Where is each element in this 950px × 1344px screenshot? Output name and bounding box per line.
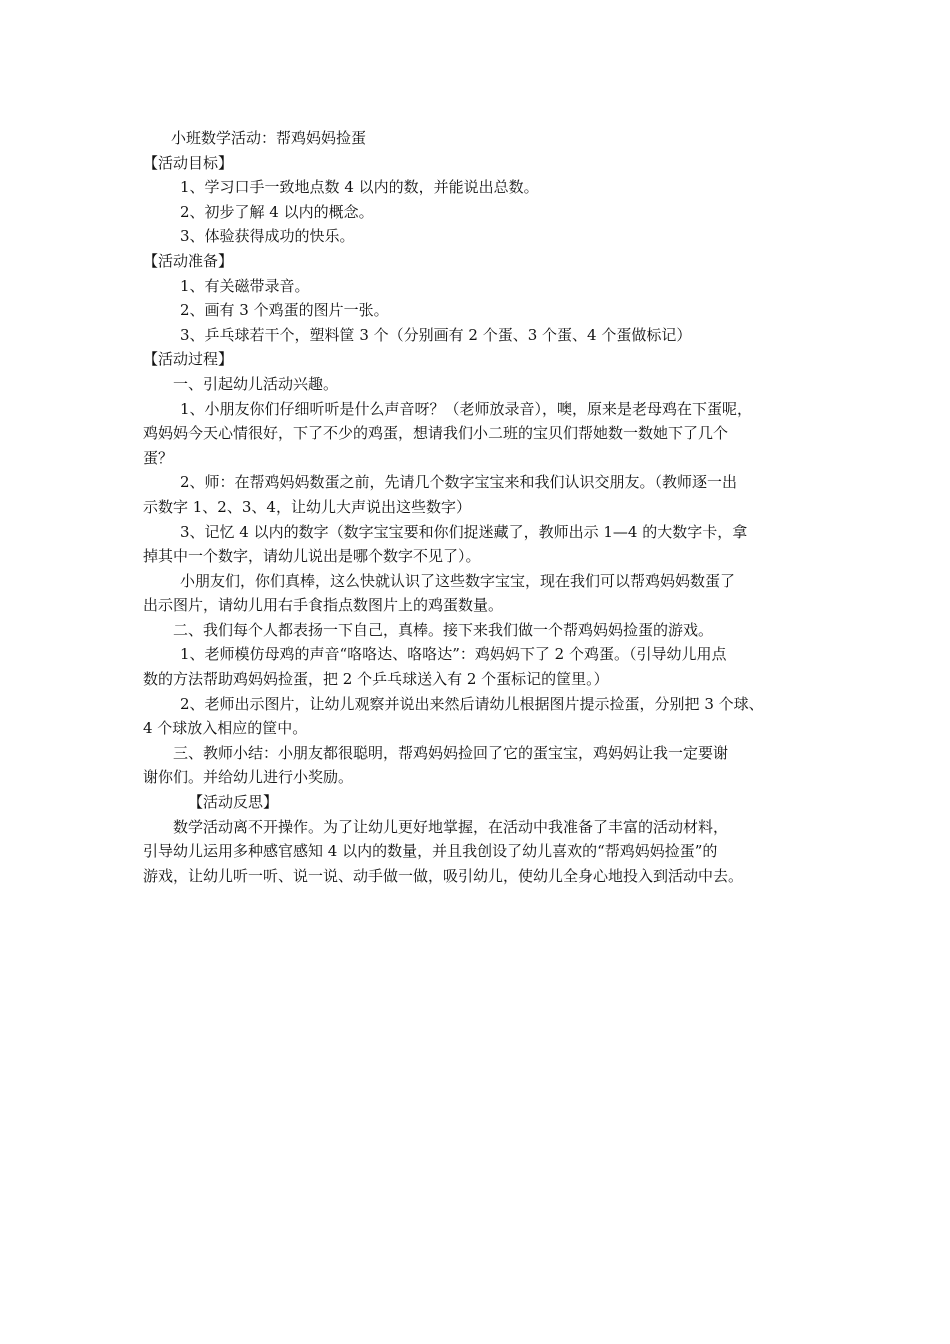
process-line: 一、引起幼儿活动兴趣。	[173, 374, 339, 393]
goal-item: 3、体验获得成功的快乐。	[180, 227, 355, 246]
process-line: 3、记忆 4 以内的数字（数字宝宝要和你们捉迷藏了，教师出示 1—4 的大数字卡，拿	[180, 522, 748, 541]
process-line: 蛋？	[143, 448, 174, 467]
process-heading: 【活动过程】	[143, 350, 234, 369]
reflection-line: 数学活动离不开操作。为了让幼儿更好地掌握，在活动中我准备了丰富的活动材料，	[173, 817, 729, 836]
process-line: 鸡妈妈今天心情很好，下了不少的鸡蛋，想请我们小二班的宝贝们帮她数一数她下了几个	[143, 424, 729, 443]
process-line: 示数字 1、2、3、4，让幼儿大声说出这些数字）	[143, 497, 471, 516]
goal-item: 2、初步了解 4 以内的概念。	[180, 202, 374, 221]
process-line: 谢你们。并给幼儿进行小奖励。	[143, 768, 354, 787]
process-line: 三、教师小结：小朋友都很聪明，帮鸡妈妈捡回了它的蛋宝宝，鸡妈妈让我一定要谢	[173, 743, 729, 762]
process-line: 二、我们每个人都表扬一下自己，真棒。接下来我们做一个帮鸡妈妈捡蛋的游戏。	[173, 620, 714, 639]
goal-item: 1、学习口手一致地点数 4 以内的数，并能说出总数。	[180, 178, 539, 197]
prep-item: 3、乒乓球若干个，塑料筐 3 个（分别画有 2 个蛋、3 个蛋、4 个蛋做标记）	[180, 325, 692, 344]
document-body	[143, 126, 823, 888]
reflection-line: 游戏，让幼儿听一听、说一说、动手做一做，吸引幼儿，使幼儿全身心地投入到活动中去。	[143, 866, 744, 885]
process-line: 2、老师出示图片，让幼儿观察并说出来然后请幼儿根据图片提示捡蛋，分别把 3 个球、	[180, 694, 764, 713]
prep-item: 2、画有 3 个鸡蛋的图片一张。	[180, 301, 389, 320]
document-title: 小班数学活动：帮鸡妈妈捡蛋	[171, 129, 367, 147]
process-line: 出示图片，请幼儿用右手食指点数图片上的鸡蛋数量。	[143, 596, 504, 615]
reflection-line: 引导幼儿运用多种感官感知 4 以内的数量，并且我创设了幼儿喜欢的“帮鸡妈妈捡蛋”的	[143, 842, 718, 861]
reflection-heading: 【活动反思】	[188, 793, 279, 812]
prep-heading: 【活动准备】	[143, 251, 234, 270]
process-line: 1、小朋友你们仔细听听是什么声音呀？（老师放录音），噢，原来是老母鸡在下蛋呢，	[180, 399, 753, 418]
process-line: 4 个球放入相应的筐中。	[143, 719, 308, 738]
goals-heading: 【活动目标】	[143, 153, 234, 172]
process-line: 2、师：在帮鸡妈妈数蛋之前，先请几个数字宝宝来和我们认识交朋友。（教师逐一出	[180, 473, 738, 492]
prep-item: 1、有关磁带录音。	[180, 276, 310, 295]
process-line: 小朋友们，你们真棒，这么快就认识了这些数字宝宝，现在我们可以帮鸡妈妈数蛋了	[180, 571, 736, 590]
process-line: 数的方法帮助鸡妈妈捡蛋，把 2 个乒乓球送入有 2 个蛋标记的筐里。）	[143, 670, 609, 689]
process-line: 掉其中一个数字，请幼儿说出是哪个数字不见了）。	[143, 547, 481, 566]
process-line: 1、老师模仿母鸡的声音“咯咯达、咯咯达”：鸡妈妈下了 2 个鸡蛋。（引导幼儿用点	[180, 645, 727, 664]
